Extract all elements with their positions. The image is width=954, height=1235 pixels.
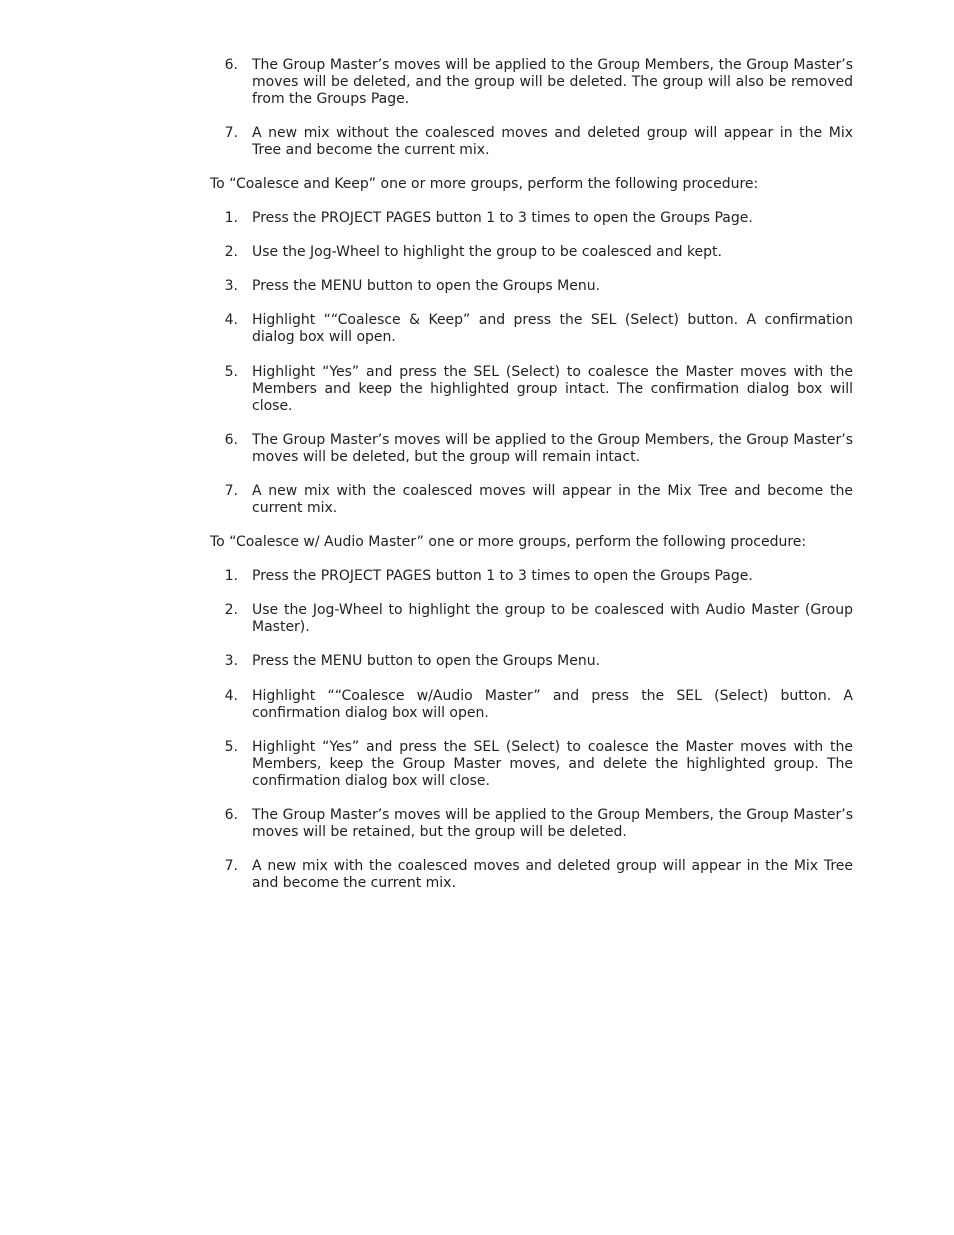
list-item	[210, 278, 853, 295]
list-text: Highlight “Yes” and press the SEL (Select) to coalesce the Master moves with the Members, keep the Group Master moves, and delete the highlighted group. The confirmation dialog box will close.	[252, 739, 853, 789]
list-text: Use the Jog-Wheel to highlight the group to be coalesced and kept.	[252, 244, 722, 260]
list-number: 7.	[224, 483, 238, 499]
list-number: 5.	[224, 364, 238, 380]
list-number: 3.	[224, 278, 238, 294]
list-text: Highlight “Yes” and press the SEL (Select) to coalesce the Master moves with the Members and keep the highlighted group intact. The confirmation dialog box will close.	[252, 364, 853, 414]
list-item	[210, 57, 853, 108]
list-item	[210, 432, 853, 466]
list-number: 2.	[224, 602, 238, 618]
list-number: 5.	[224, 739, 238, 755]
list-number: 6.	[224, 57, 238, 73]
list-item	[210, 653, 853, 670]
list-item	[210, 602, 853, 636]
list-item	[210, 739, 853, 790]
list-item	[210, 364, 853, 415]
list-text: A new mix without the coalesced moves and deleted group will appear in the Mix Tree and become the current mix.	[252, 125, 853, 158]
list-text: Press the PROJECT PAGES button 1 to 3 times to open the Groups Page.	[252, 568, 753, 584]
list-text: A new mix with the coalesced moves will appear in the Mix Tree and become the current mix.	[252, 483, 853, 516]
list-item	[210, 807, 853, 841]
list-text: The Group Master’s moves will be applied to the Group Members, the Group Master’s moves will be retained, but the group will be deleted.	[252, 807, 853, 840]
list-text: Press the PROJECT PAGES button 1 to 3 times to open the Groups Page.	[252, 210, 753, 226]
list-item	[210, 568, 853, 585]
list-text: A new mix with the coalesced moves and deleted group will appear in the Mix Tree and become the current mix.	[252, 858, 853, 891]
list-text: Highlight ““Coalesce w/Audio Master” and press the SEL (Select) button. A confirmation dialog box will open.	[252, 688, 853, 721]
list-number: 6.	[224, 432, 238, 448]
list-number: 4.	[224, 688, 238, 704]
list-item	[210, 244, 853, 261]
list-text: Press the MENU button to open the Groups Menu.	[252, 653, 601, 669]
list-number: 3.	[224, 653, 238, 669]
list-number: 2.	[224, 244, 238, 260]
list-item	[210, 125, 853, 159]
list-text: Highlight ““Coalesce & Keep” and press the SEL (Select) button. A confirmation dialog box will open.	[252, 312, 853, 345]
list-number: 7.	[224, 858, 238, 874]
list-text: Press the MENU button to open the Groups Menu.	[252, 278, 601, 294]
list-number: 4.	[224, 312, 238, 328]
list-text: The Group Master’s moves will be applied to the Group Members, the Group Master’s moves will be deleted, and the group will be deleted. The group will also be removed from the Groups Page.	[252, 57, 853, 107]
list-number: 7.	[224, 125, 238, 141]
list-number: 1.	[224, 568, 238, 584]
list-number: 1.	[224, 210, 238, 226]
list-item	[210, 312, 853, 346]
list-item	[210, 210, 853, 227]
list-item	[210, 483, 853, 517]
procedure-intro: To “Coalesce w/ Audio Master” one or more groups, perform the following procedure:	[210, 534, 807, 550]
list-item	[210, 858, 853, 892]
procedure-intro: To “Coalesce and Keep” one or more groups, perform the following procedure:	[210, 176, 759, 192]
list-text: Use the Jog-Wheel to highlight the group to be coalesced with Audio Master (Group Master).	[252, 602, 853, 635]
list-text: The Group Master’s moves will be applied to the Group Members, the Group Master’s moves will be deleted, but the group will remain intact.	[252, 432, 853, 465]
list-number: 6.	[224, 807, 238, 823]
list-item	[210, 688, 853, 722]
